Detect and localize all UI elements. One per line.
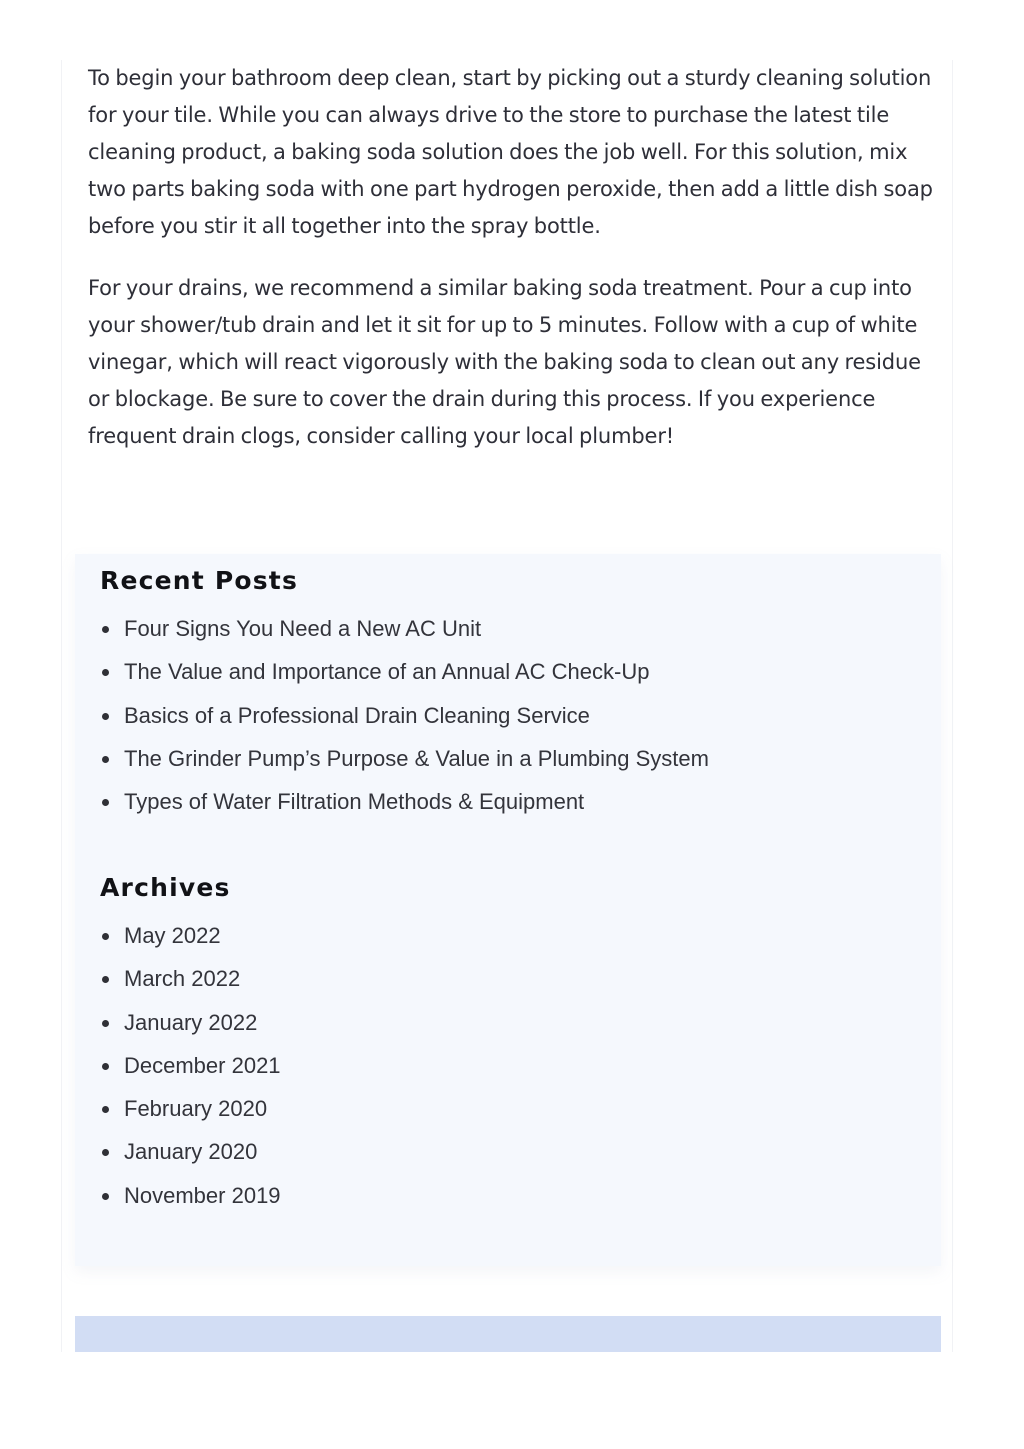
list-item <box>100 1094 281 1137</box>
list-item <box>100 1137 281 1180</box>
article-paragraph: For your drains, we recommend a similar baking soda treatment. Pour a cup into your shower/tub drain and let it sit for up to 5 minutes. Follow with a cup of white vinegar, which will react vigorously with the baking soda to clean out any residue or blockage. Be sure to cover the drain during this process. If you experience frequent drain clogs, consider calling your local plumber! <box>88 276 921 448</box>
bullet-icon <box>102 756 109 763</box>
list-item <box>100 1051 281 1094</box>
list-item <box>100 657 709 700</box>
archive-link[interactable]: January 2022 <box>124 1009 258 1035</box>
bullet-icon <box>102 1020 109 1027</box>
bullet-icon <box>102 1193 109 1200</box>
recent-post-link[interactable]: Basics of a Professional Drain Cleaning Service <box>124 702 590 728</box>
bullet-icon <box>102 799 109 806</box>
archive-link[interactable]: March 2022 <box>124 966 241 992</box>
archive-link[interactable]: December 2021 <box>124 1052 281 1078</box>
bullet-icon <box>102 713 109 720</box>
bullet-icon <box>102 1106 109 1113</box>
archives-title: Archives <box>100 873 231 902</box>
bullet-icon <box>102 1063 109 1070</box>
recent-post-link[interactable]: The Value and Importance of an Annual AC Check-Up <box>124 659 650 685</box>
recent-post-link[interactable]: Types of Water Filtration Methods & Equipment <box>124 789 585 815</box>
bullet-icon <box>102 933 109 940</box>
bullet-icon <box>102 976 109 983</box>
archive-link[interactable]: November 2019 <box>124 1182 281 1208</box>
list-item <box>100 744 709 787</box>
recent-posts-title: Recent Posts <box>100 566 299 595</box>
archive-link[interactable]: January 2020 <box>124 1139 258 1165</box>
archive-link[interactable]: February 2020 <box>124 1096 268 1122</box>
article-body <box>88 60 938 480</box>
list-item <box>100 787 709 830</box>
bullet-icon <box>102 1149 109 1156</box>
archives-list <box>100 921 281 1224</box>
recent-post-link[interactable]: Four Signs You Need a New AC Unit <box>124 616 482 641</box>
article-paragraph: To begin your bathroom deep clean, start by picking out a sturdy cleaning solution for your tile. While you can always drive to the store to purchase the latest tile cleaning product, a baking soda solution does the job well. For this solution, mix two parts baking soda with one part hydrogen peroxide, then add a little dish soap before you stir it all together into the spray bottle. <box>88 66 933 238</box>
recent-post-link[interactable]: The Grinder Pump’s Purpose & Value in a Plumbing System <box>124 745 709 771</box>
bullet-icon <box>102 626 109 633</box>
list-item <box>100 1008 281 1051</box>
list-item <box>100 701 709 744</box>
footer-band <box>75 1316 941 1352</box>
archive-link[interactable]: May 2022 <box>124 923 221 948</box>
list-item <box>100 614 709 657</box>
recent-posts-list <box>100 614 709 830</box>
list-item <box>100 921 281 964</box>
bullet-icon <box>102 669 109 676</box>
list-item <box>100 964 281 1007</box>
list-item <box>100 1181 281 1224</box>
sidebar <box>75 554 941 1266</box>
content-card <box>61 60 953 1352</box>
